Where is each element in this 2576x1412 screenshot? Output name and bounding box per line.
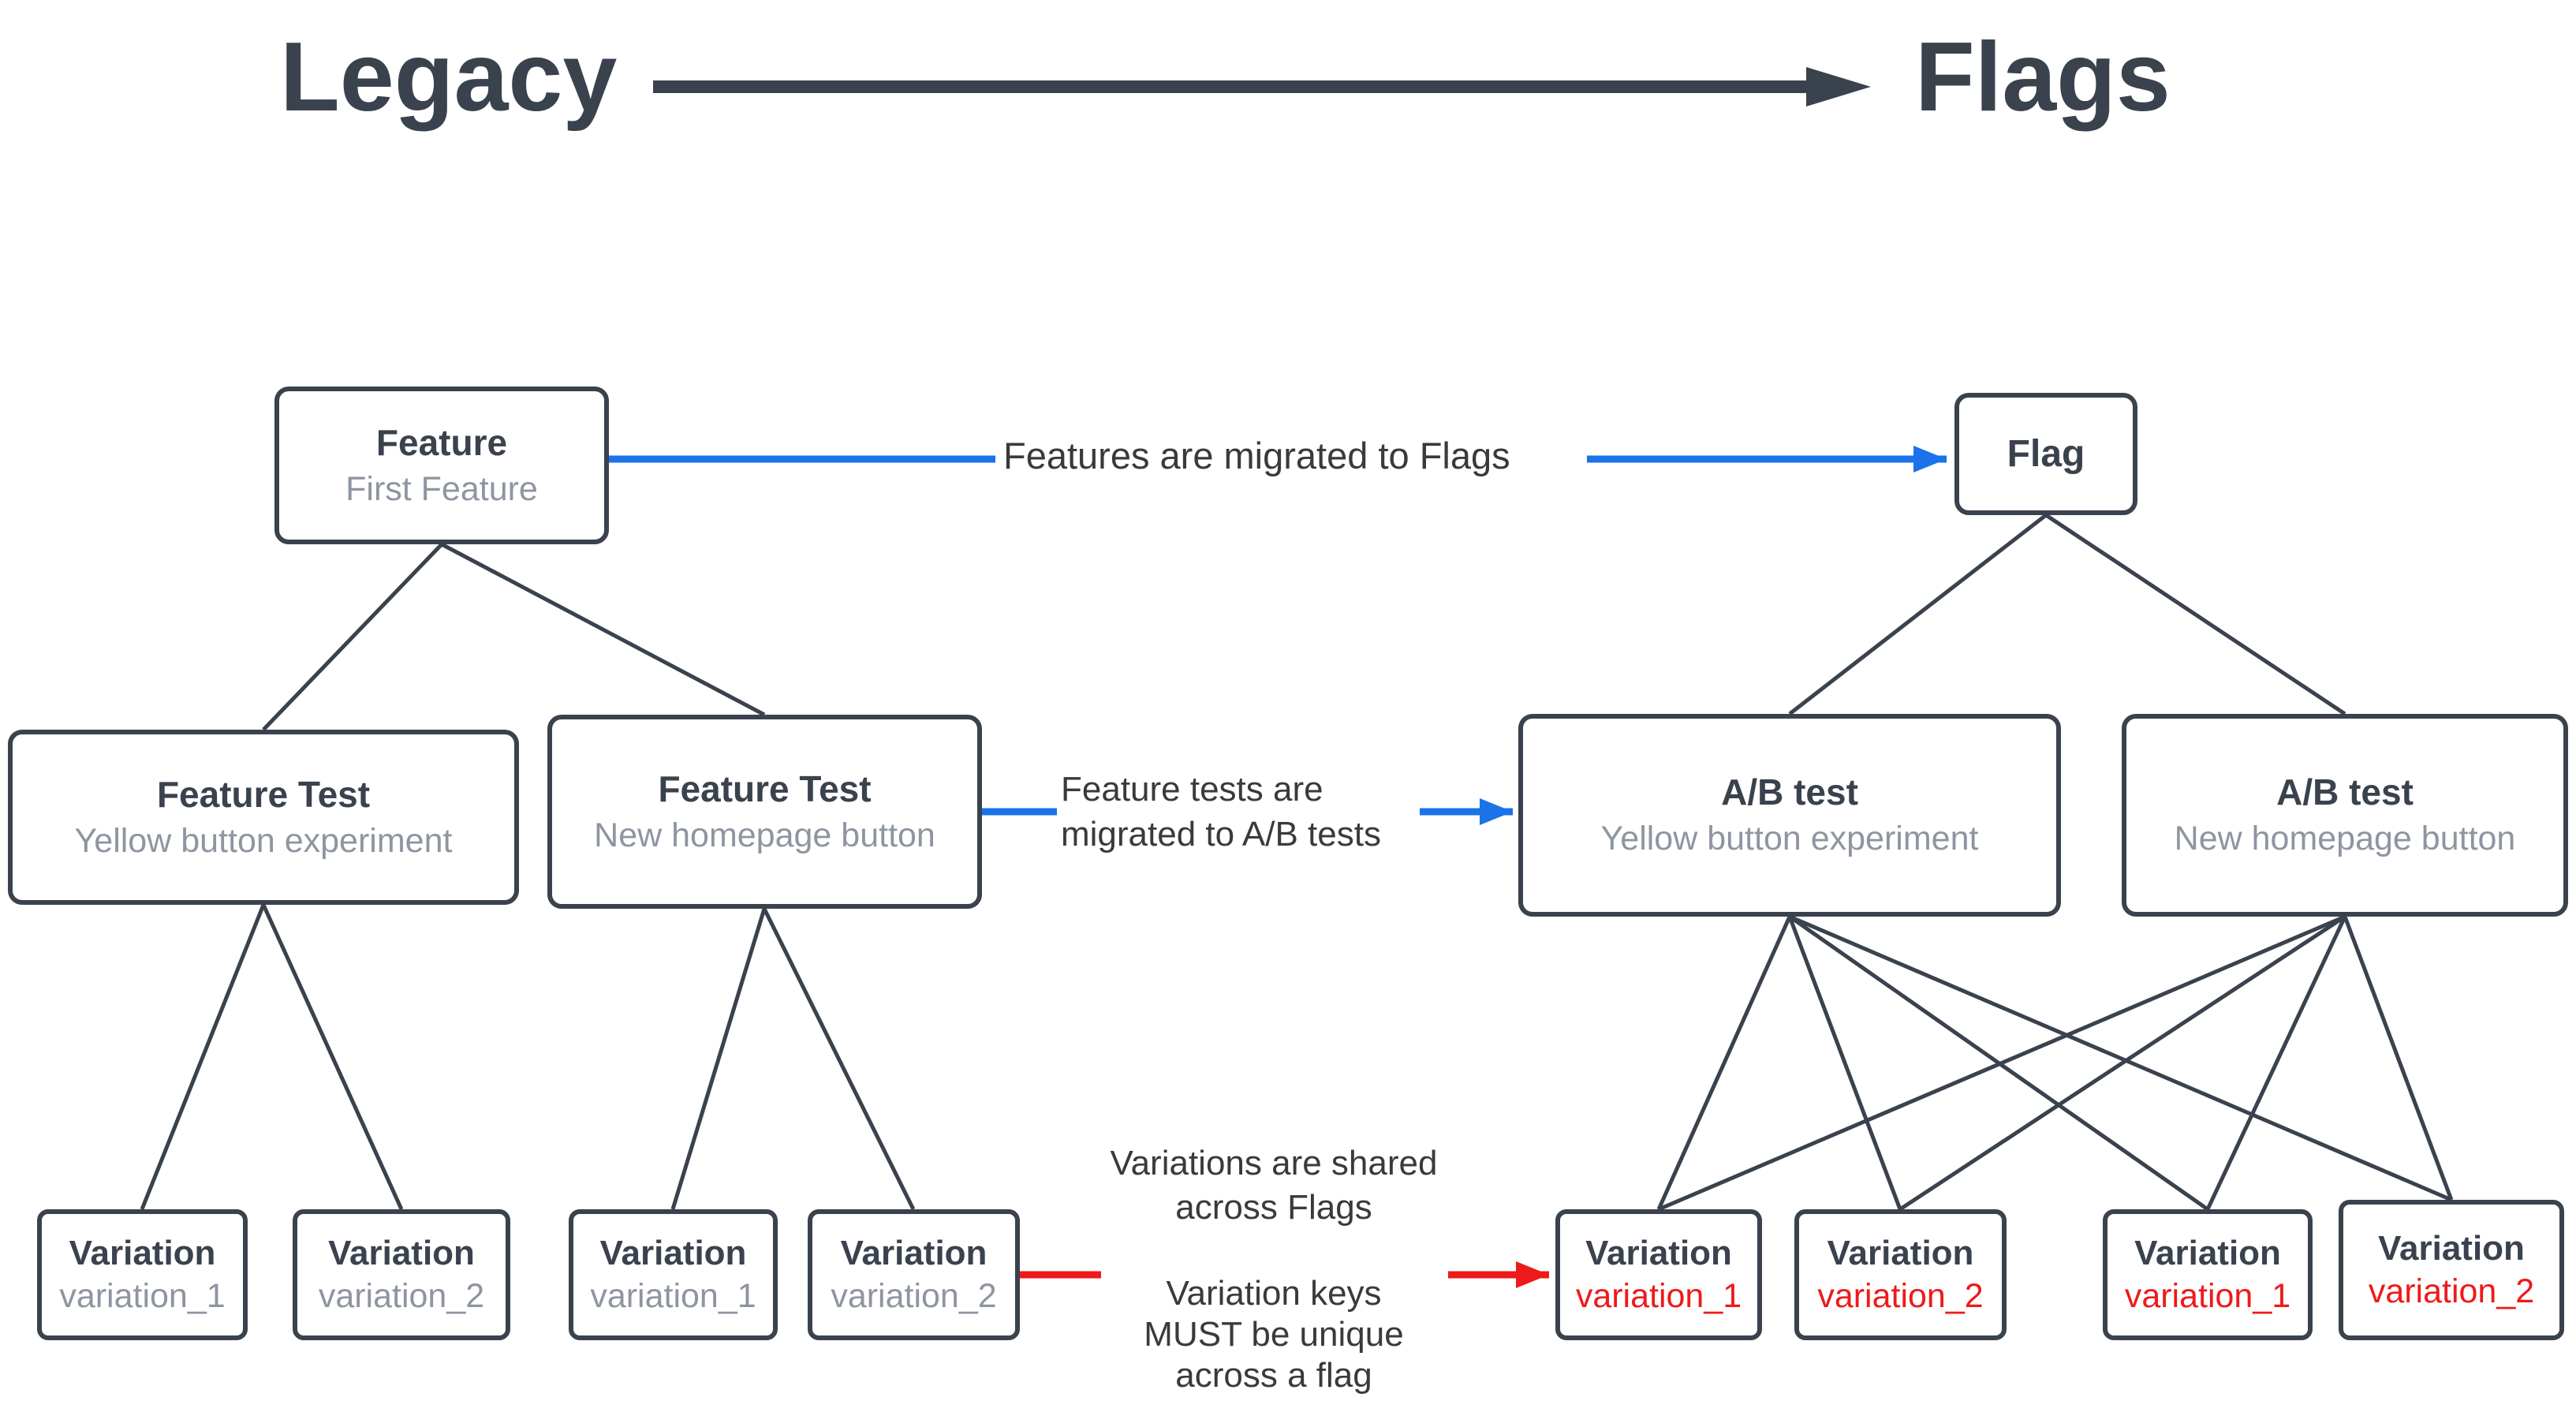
annotation-features-migrated: Features are migrated to Flags <box>1003 435 1510 476</box>
legacy-variation-4-key: variation_2 <box>831 1276 997 1315</box>
legacy-variation-box-3 <box>569 1209 778 1340</box>
flag-variation-box-4 <box>2339 1200 2564 1340</box>
edge-ab2-rv4 <box>2345 917 2451 1200</box>
feature-test-1-subtitle: Yellow button experiment <box>74 821 453 860</box>
legacy-variation-1-title: Variation <box>69 1233 216 1272</box>
feature-test-box-1 <box>8 730 519 905</box>
edge-ab1-rv4 <box>1790 917 2451 1200</box>
flag-variation-1-key: variation_1 <box>1575 1276 1742 1315</box>
annotation-variations-shared-line1: Variations are shared <box>1110 1144 1438 1182</box>
flag-variation-3-key: variation_1 <box>2124 1276 2291 1315</box>
legacy-variation-box-1 <box>37 1209 248 1340</box>
legacy-variation-1-key: variation_1 <box>59 1276 226 1315</box>
annotation-variation-keys-line2: MUST be unique <box>1144 1315 1404 1354</box>
annotation-variation-keys <box>1088 1273 1459 1396</box>
legacy-variation-2-key: variation_2 <box>318 1276 485 1315</box>
flag-variation-2-title: Variation <box>1827 1233 1974 1272</box>
feature-box <box>274 387 609 544</box>
feature-box-subtitle: First Feature <box>345 469 538 508</box>
edge-feature-ft1 <box>263 544 442 730</box>
edge-flag-ab2 <box>2046 515 2345 714</box>
flag-box <box>1954 393 2137 515</box>
flag-variation-box-3 <box>2103 1209 2313 1340</box>
annotation-feature-tests-migrated <box>1061 767 1381 857</box>
legacy-variation-3-title: Variation <box>599 1233 747 1272</box>
feature-test-2-title: Feature Test <box>658 768 872 809</box>
annotation-feature-tests-migrated-line2: migrated to A/B tests <box>1061 815 1381 854</box>
legacy-variation-4-title: Variation <box>840 1233 987 1272</box>
edge-ft1-lv1 <box>142 905 263 1209</box>
legacy-variation-box-2 <box>293 1209 510 1340</box>
edge-feature-ft2 <box>442 544 764 715</box>
feature-test-2-subtitle: New homepage button <box>594 816 935 854</box>
annotation-variations-shared <box>1088 1141 1459 1230</box>
flag-variation-4-key: variation_2 <box>2368 1272 2535 1310</box>
legacy-variation-2-title: Variation <box>328 1233 475 1272</box>
ab-test-box-1 <box>1518 714 2061 917</box>
ab-test-2-title: A/B test <box>2276 771 2414 813</box>
feature-test-box-2 <box>547 715 982 909</box>
feature-test-1-title: Feature Test <box>156 773 371 815</box>
edge-ft2-lv4 <box>764 909 913 1209</box>
flag-variation-box-1 <box>1555 1209 1762 1340</box>
ab-test-1-title: A/B test <box>1721 771 1858 813</box>
flag-box-title: Flag <box>2007 432 2085 475</box>
flag-variation-2-key: variation_2 <box>1817 1276 1984 1315</box>
edge-ab2-rv1 <box>1659 917 2345 1209</box>
flags-title: Flags <box>1915 23 2171 132</box>
annotation-variation-keys-line1: Variation keys <box>1166 1274 1382 1313</box>
edge-ft1-lv2 <box>263 905 401 1209</box>
annotation-variations-shared-line2: across Flags <box>1175 1188 1372 1227</box>
ab-test-2-subtitle: New homepage button <box>2174 820 2516 858</box>
legacy-variation-3-key: variation_1 <box>590 1276 756 1315</box>
flag-variation-4-title: Variation <box>2378 1228 2525 1268</box>
ab-test-1-subtitle: Yellow button experiment <box>1600 820 1979 858</box>
annotation-variation-keys-line3: across a flag <box>1175 1356 1372 1395</box>
flag-variation-box-2 <box>1794 1209 2007 1340</box>
edge-ab1-rv2 <box>1790 917 1900 1209</box>
ab-test-box-2 <box>2122 714 2568 917</box>
annotation-feature-tests-migrated-line1: Feature tests are <box>1061 770 1323 809</box>
feature-box-title: Feature <box>375 421 508 463</box>
legacy-title: Legacy <box>280 23 618 132</box>
edge-ab1-rv1 <box>1659 917 1790 1209</box>
flag-variation-1-title: Variation <box>1585 1233 1732 1272</box>
legacy-to-flags-arrow <box>653 67 1871 106</box>
edge-ft2-lv3 <box>673 909 764 1209</box>
flag-variation-3-title: Variation <box>2134 1233 2281 1272</box>
legacy-variation-box-4 <box>808 1209 1020 1340</box>
edge-flag-ab1 <box>1790 515 2046 714</box>
